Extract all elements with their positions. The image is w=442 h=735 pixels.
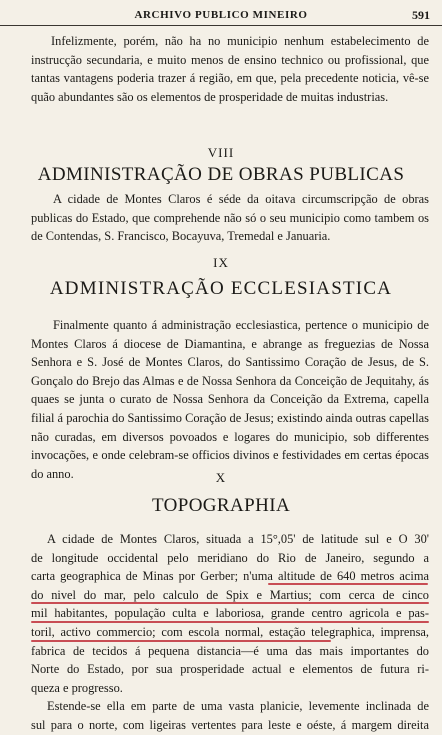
- section-heading-ecclesiastica: ADMINISTRAÇÃO ECCLESIASTICA: [49, 278, 393, 299]
- running-title: ARCHIVO PUBLICO MINEIRO: [134, 9, 308, 21]
- pen-underline: [268, 583, 428, 585]
- text-line: Estende-se ella em parte de uma vasta planicie, levemente inclinada de: [47, 699, 429, 714]
- text-line: do nivel do mar, pelo calculo de Spix e Martius; com cerca de cinco: [31, 587, 429, 602]
- pen-underline: [31, 640, 331, 642]
- text-line: queza e progresso.: [31, 680, 123, 695]
- paragraph-text: A cidade de Montes Claros é séde da oitava circumscripção de obras publicas do Estado, que comprehende não só o seu municipio como tambem os de Contendas, S. Francisco, Bocayuva, Tremedal e Januaria.: [31, 192, 429, 244]
- section-numeral-viii: VIII: [207, 145, 235, 160]
- text-line: fabrica de tecidos á pequena distancia—é uma das mais importantes do: [31, 643, 429, 658]
- section-numeral-x: X: [215, 470, 227, 485]
- text-line: mil habitantes, população culta e laboriosa, grande centro agricola e pas-: [31, 606, 429, 621]
- text-line: de longitude occidental pelo meridiano do Rio de Janeiro, segundo a: [31, 550, 429, 565]
- pen-underline: [31, 602, 429, 604]
- text-line: sul para o norte, com ligeiras vertentes para leste e oéste, á margem direita: [31, 717, 429, 732]
- text-line: carta geographica de Minas por Gerber; n'uma altitude de 640 metros acima: [31, 569, 429, 584]
- text-line: Norte do Estado, por sua prosperidade actual e elementos de futura ri-: [31, 662, 429, 677]
- topographia-lines: [31, 530, 429, 735]
- pen-underline: [31, 621, 429, 623]
- paragraph-text: Infelizmente, porém, não ha no municipio nenhum estabelecimento de instrucção secundaria, e muito menos de ensino technico ou profissional, que tantas vantagens poderia trazer á região, em que, pela precedente noticia, vê-se quão abundantes são os elementos de prosperidade de muitas industrias.: [31, 34, 429, 104]
- text-line: A cidade de Montes Claros, situada a 15°,05' de latitude sul e O 30': [47, 532, 429, 546]
- section-numeral-ix: IX: [213, 255, 229, 270]
- section-heading-topographia: TOPOGRAPHIA: [151, 495, 291, 516]
- page-number: 591: [412, 8, 430, 22]
- text-line: toril, activo commercio; com escola normal, estação telegraphica, imprensa,: [31, 624, 429, 639]
- section-heading-obras-publicas: ADMINISTRAÇÃO DE OBRAS PUBLICAS: [37, 164, 405, 185]
- paragraph-text: Finalmente quanto á administração ecclesiastica, pertence o municipio de Montes Claros á diocese de Diamantina, e abrange as freguezias de Nossa Senhora e S. José de Montes Claros, do Santissimo Coração de Jesus, de S. Gonçalo do Brejo das Almas e de Nossa Senhora da Conceição de Jequitahy, ás quaes se junta o curato de Nossa Senhora da Conceição da Extrema, capella filial á parochia do Santissimo Coração de Jesus; existindo ainda outras capellas não curadas, em diversos povoados e logares do municipio, sob differentes invocações, e onde celebram-se officios divinos e festividades em certas épocas do anno.: [31, 318, 429, 481]
